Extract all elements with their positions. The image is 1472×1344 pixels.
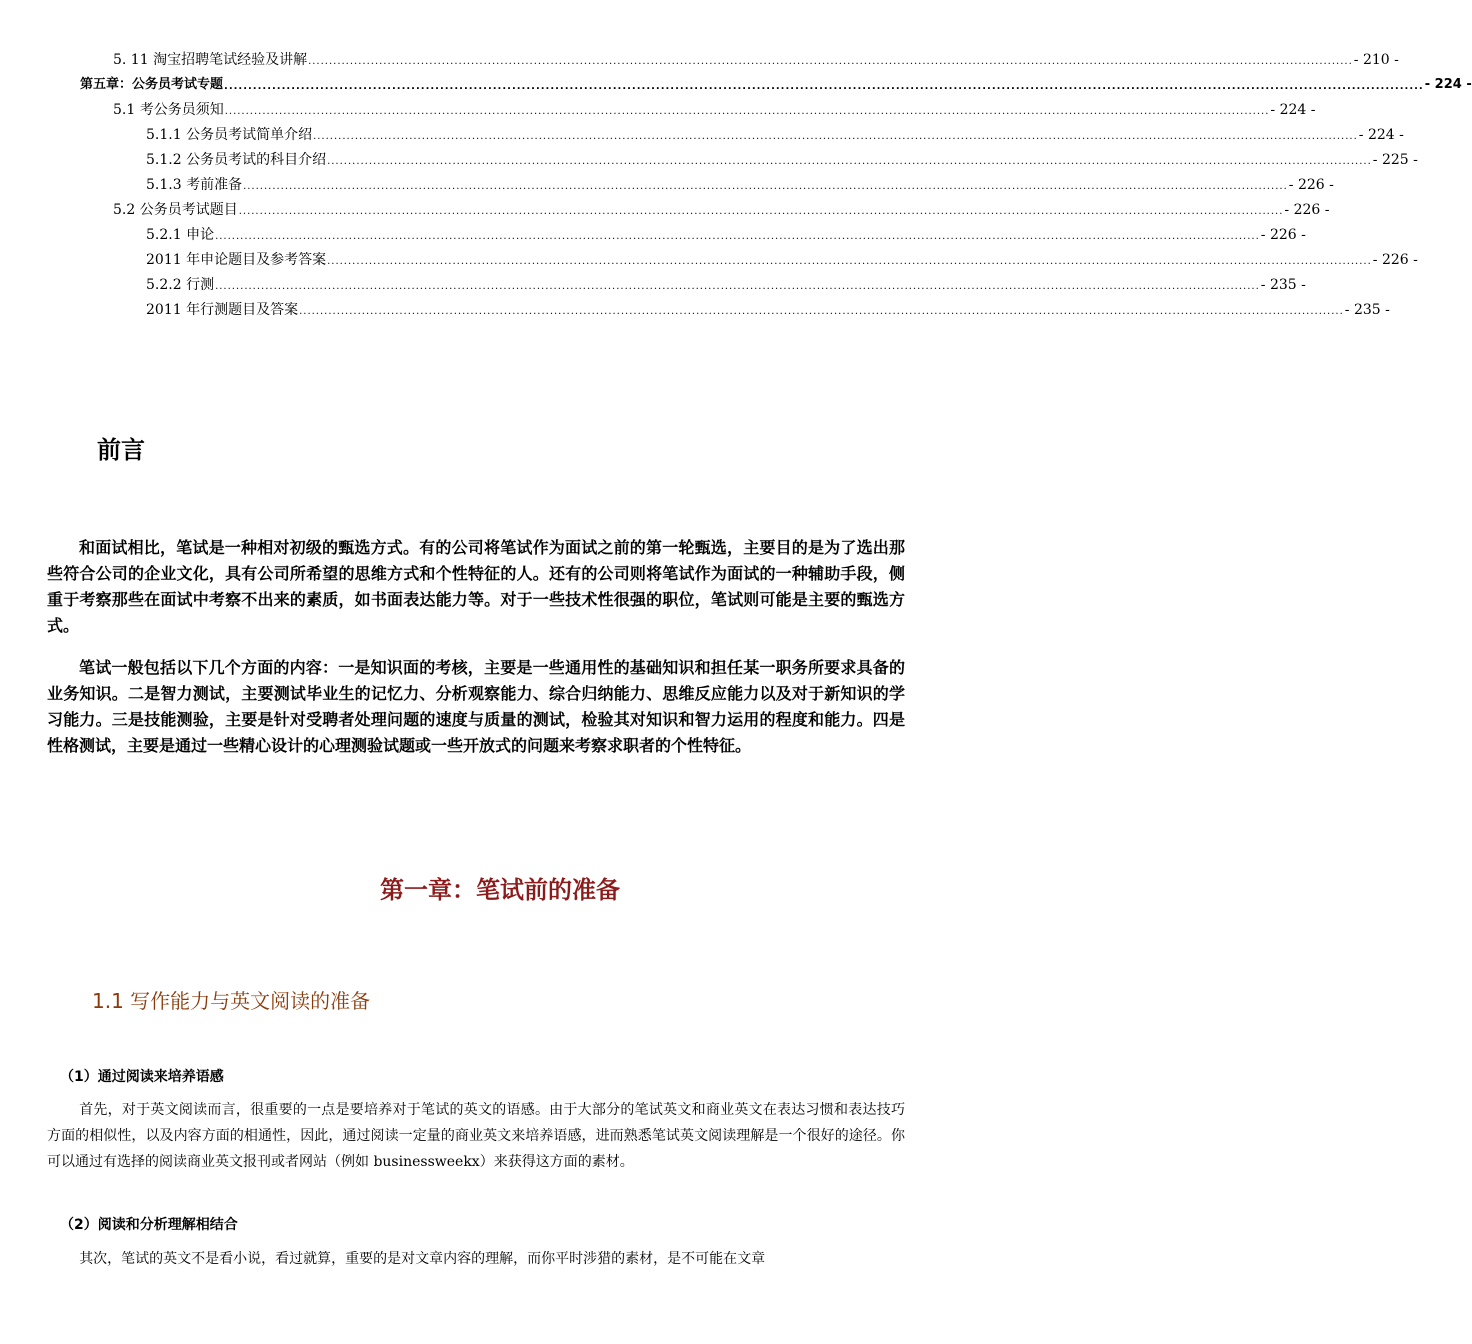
toc-entry-page: - 224 - (1424, 77, 1472, 92)
toc-entry-title: 第五章：公务员考试专题 (80, 77, 224, 92)
toc-leader-dots: .......................................................................................................................................................................................................................................................... (243, 181, 1288, 192)
toc-entry-page: - 226 - (1288, 177, 1334, 193)
toc-entry-title: 5.1.1 公务员考试简单介绍 (146, 127, 313, 143)
toc-entry-title: 5. 11 淘宝招聘笔试经验及讲解 (113, 52, 308, 68)
toc-entry[interactable] (146, 125, 1404, 145)
toc-leader-dots: .......................................................................................................................................................................................................................................................... (327, 156, 1372, 167)
toc-entry[interactable] (146, 275, 1306, 295)
preface-paragraph: 笔试一般包括以下几个方面的内容：一是知识面的考核，主要是一些通用性的基础知识和担任某一职务所要求具备的业务知识。二是智力测试，主要测试毕业生的记忆力、分析观察能力、综合归纳能力、思维反应能力以及对于新知识的学习能力。三是技能测验，主要是针对受聘者处理问题的速度与质量的测试，检验其对知识和智力运用的程度和能力。四是性格测试，主要是通过一些精心设计的心理测验试题或一些开放式的问题来考察求职者的个性特征。 (47, 658, 905, 755)
toc-entry-title: 2011 年申论题目及参考答案 (146, 252, 327, 268)
subsection-heading: （1）通过阅读来培养语感 (60, 1069, 224, 1085)
toc-entry-title: 5.1.3 考前准备 (146, 177, 243, 193)
toc-entry-page: - 224 - (1270, 102, 1316, 118)
preface-title: 前言 (97, 436, 145, 464)
toc-entry-page: - 235 - (1344, 302, 1390, 318)
toc-entry[interactable] (113, 50, 1399, 70)
toc-entry[interactable] (113, 100, 1316, 120)
body-paragraph: 其次，笔试的英文不是看小说，看过就算，重要的是对文章内容的理解，而你平时涉猎的素材，是不可能在文章 (79, 1251, 766, 1267)
toc-leader-dots: .......................................................................................................................................................................................................................................................... (215, 281, 1260, 292)
toc-leader-dots: .......................................................................................................................................................................................................................................................... (299, 306, 1344, 317)
chapter-title: 第一章：笔试前的准备 (380, 876, 620, 904)
toc-leader-dots: .......................................................................................................................................................................................................................................................... (215, 231, 1260, 242)
toc-entry[interactable] (113, 200, 1330, 220)
toc-entry[interactable] (146, 150, 1418, 170)
body-paragraph: 首先，对于英文阅读而言，很重要的一点是要培养对于笔试的英文的语感。由于大部分的笔试英文和商业英文在表达习惯和表达技巧方面的相似性，以及内容方面的相通性，因此，通过阅读一定量的商业英文来培养语感，进而熟悉笔试英文阅读理解是一个很好的途径。你可以通过有选择的阅读商业英文报刊或者网站（例如 businessweekx）来获得这方面的素材。 (47, 1102, 905, 1170)
toc-entry-title: 5.2.2 行测 (146, 277, 215, 293)
toc-entry-page: - 226 - (1260, 227, 1306, 243)
toc-entry-page: - 235 - (1260, 277, 1306, 293)
toc-entry[interactable] (146, 250, 1418, 270)
toc-entry-title: 5.2.1 申论 (146, 227, 215, 243)
toc-entry-title: 5.2 公务员考试题目 (113, 202, 238, 218)
section-title: 1.1 写作能力与英文阅读的准备 (92, 989, 371, 1013)
toc-entry[interactable] (80, 75, 1472, 95)
toc-entry[interactable] (146, 300, 1390, 320)
toc-leader-dots: .......................................................................................................................................................................................................................................................... (224, 81, 1424, 92)
toc-entry-page: - 226 - (1372, 252, 1418, 268)
toc-entry-title: 5.1 考公务员须知 (113, 102, 224, 118)
toc-entry[interactable] (146, 175, 1334, 195)
toc-entry[interactable] (146, 225, 1306, 245)
toc-entry-page: - 210 - (1353, 52, 1399, 68)
toc-entry-title: 5.1.2 公务员考试的科目介绍 (146, 152, 327, 168)
toc-entry-title: 2011 年行测题目及答案 (146, 302, 299, 318)
toc-leader-dots: .......................................................................................................................................................................................................................................................... (327, 256, 1372, 267)
toc-entry-page: - 226 - (1284, 202, 1330, 218)
toc-entry-page: - 225 - (1372, 152, 1418, 168)
toc-leader-dots: .......................................................................................................................................................................................................................................................... (238, 206, 1284, 217)
toc-leader-dots: .......................................................................................................................................................................................................................................................... (224, 106, 1270, 117)
toc-leader-dots: .......................................................................................................................................................................................................................................................... (313, 131, 1358, 142)
preface-paragraph: 和面试相比，笔试是一种相对初级的甄选方式。有的公司将笔试作为面试之前的第一轮甄选，主要目的是为了选出那些符合公司的企业文化，具有公司所希望的思维方式和个性特征的人。还有的公司则将笔试作为面试的一种辅助手段，侧重于考察那些在面试中考察不出来的素质，如书面表达能力等。对于一些技术性很强的职位，笔试则可能是主要的甄选方式。 (47, 538, 905, 635)
toc-entry-page: - 224 - (1358, 127, 1404, 143)
toc-leader-dots: .......................................................................................................................................................................................................................................................... (308, 56, 1353, 67)
subsection-heading: （2）阅读和分析理解相结合 (60, 1217, 238, 1233)
